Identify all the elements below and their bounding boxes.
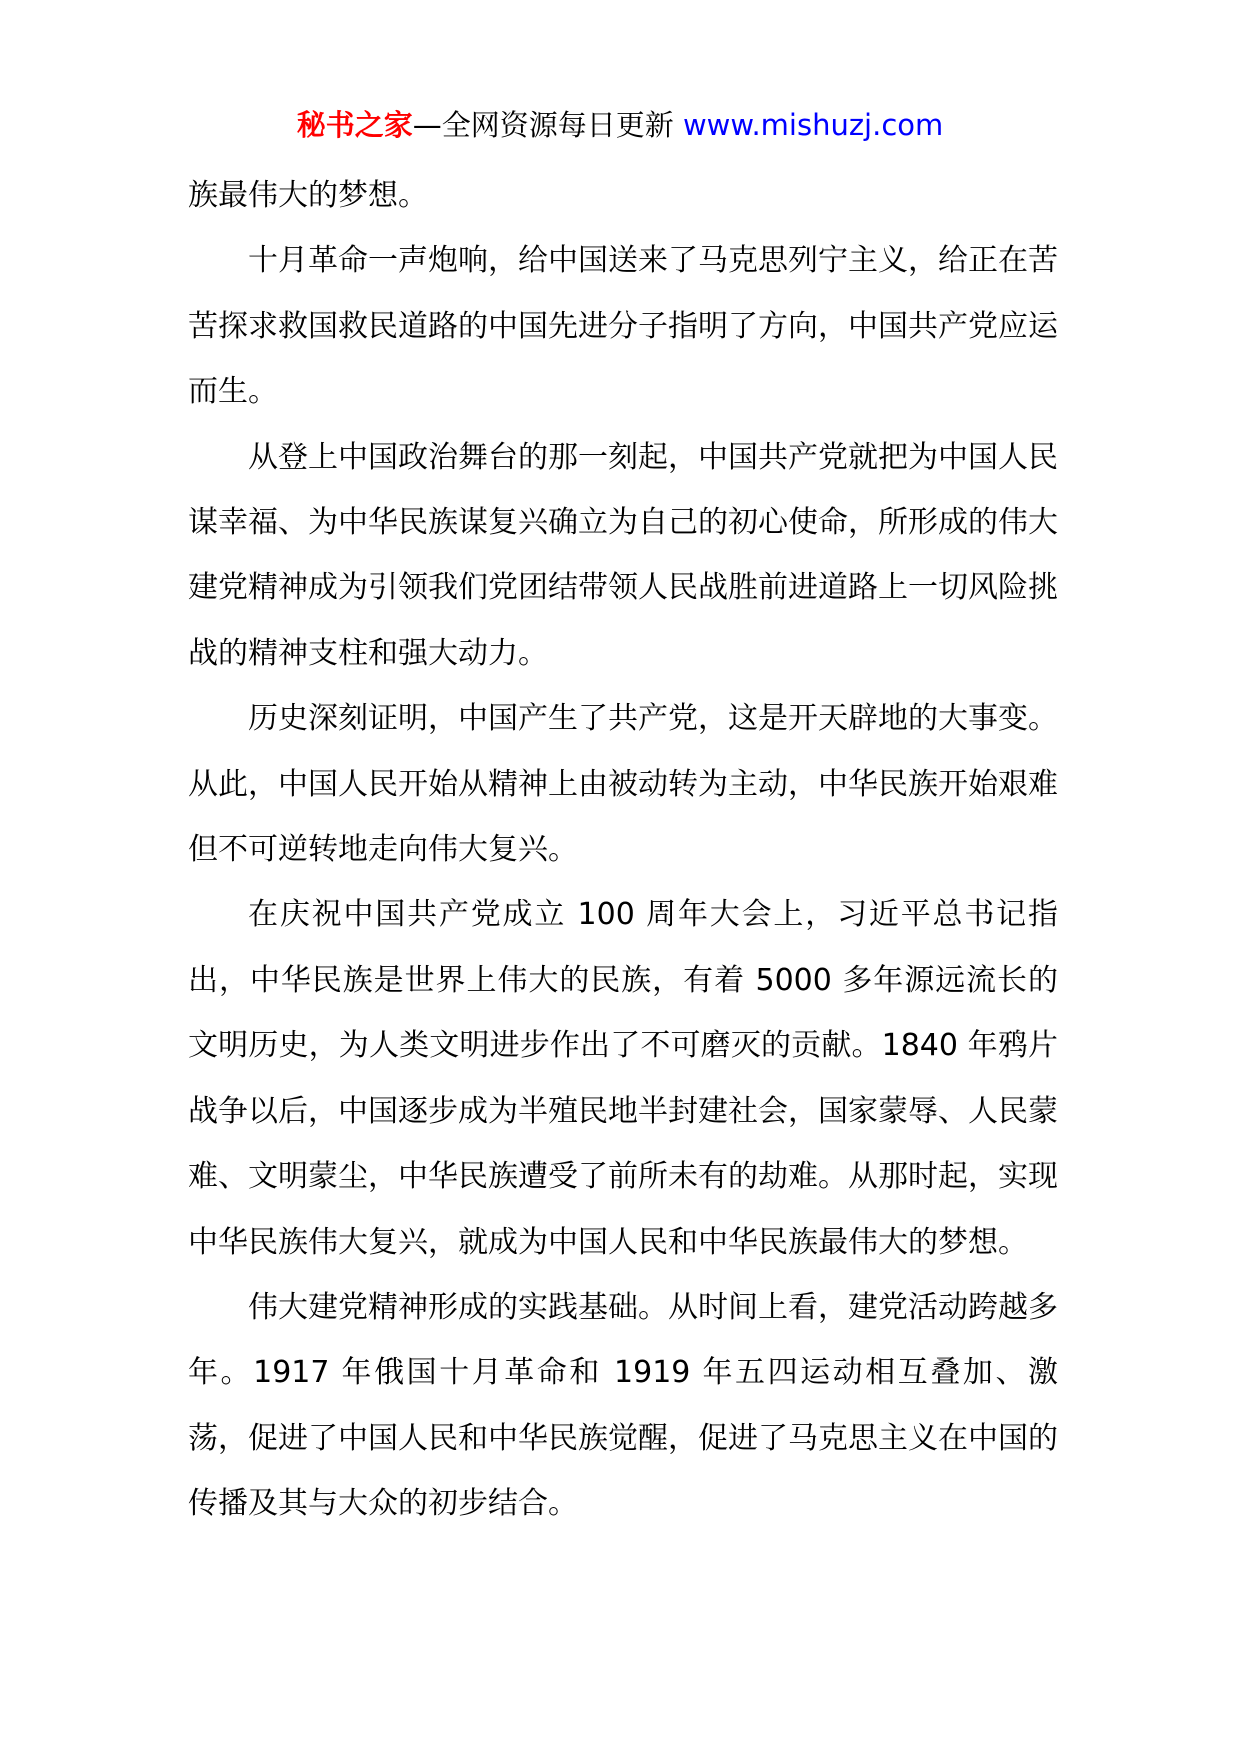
- paragraph: 在庆祝中国共产党成立 100 周年大会上，习近平总书记指出，中华民族是世界上伟大的民族，有着 5000 多年源远流长的文明历史，为人类文明进步作出了不可磨灭的贡献。1840 年鸦片战争以后，中国逐步成为半殖民地半封建社会，国家蒙辱、人民蒙难、文明蒙尘，中华民族遭受了前所未有的劫难。从那时起，实现中华民族伟大复兴，就成为中国人民和中华民族最伟大的梦想。: [188, 897, 1058, 1260]
- paragraph: 十月革命一声炮响，给中国送来了马克思列宁主义，给正在苦苦探求救国救民道路的中国先进分子指明了方向，中国共产党应运而生。: [188, 243, 1058, 410]
- article-body: [188, 163, 1058, 1537]
- paragraph: 伟大建党精神形成的实践基础。从时间上看，建党活动跨越多年。1917 年俄国十月革命和 1919 年五四运动相互叠加、激荡，促进了中国人民和中华民族觉醒，促进了马克思主义在中国的传播及其与大众的初步结合。: [188, 1289, 1058, 1522]
- paragraph: 历史深刻证明，中国产生了共产党，这是开天辟地的大事变。从此，中国人民开始从精神上由被动转为主动，中华民族开始艰难但不可逆转地走向伟大复兴。: [188, 701, 1058, 868]
- page-header: [0, 104, 1240, 146]
- paragraph: 从登上中国政治舞台的那一刻起，中国共产党就把为中国人民谋幸福、为中华民族谋复兴确立为自己的初心使命，所形成的伟大建党精神成为引领我们党团结带领人民战胜前进道路上一切风险挑战的精神支柱和强大动力。: [188, 439, 1058, 671]
- header-url-link[interactable]: www.mishuzj.com: [682, 108, 944, 142]
- paragraph-continuation: 族最伟大的梦想。: [188, 178, 428, 213]
- header-slogan: —全网资源每日更新: [412, 108, 674, 142]
- header-brand: 秘书之家: [296, 108, 413, 142]
